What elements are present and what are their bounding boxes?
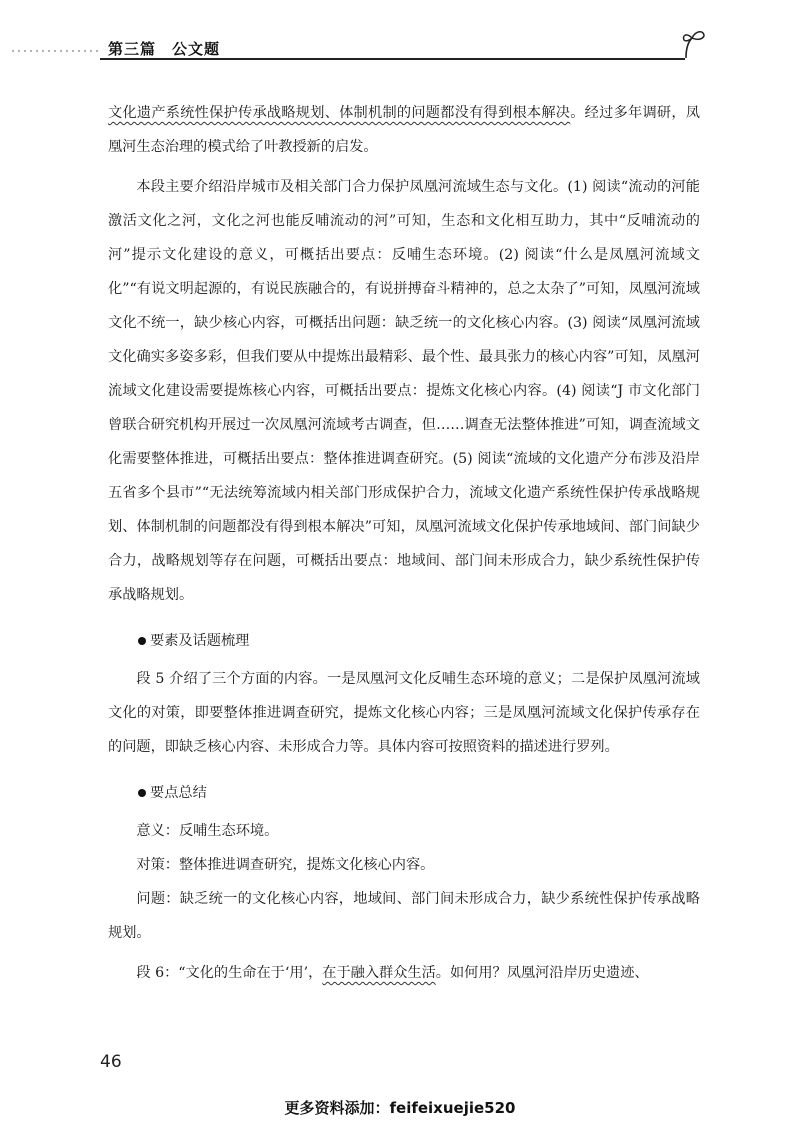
section-heading: [108, 624, 700, 658]
paragraph-continued: [108, 96, 700, 164]
paragraph-text: 。如何用？凤凰河沿岸历史遗迹、: [435, 965, 649, 981]
next-paragraph: [108, 956, 700, 990]
page-number: 46: [100, 1052, 122, 1072]
summary-item-problems: 问题：缺乏统一的文化核心内容，地域间、部门间未形成合力，缺少系统性保护传承战略规划。: [108, 891, 700, 941]
sprout-icon: [680, 28, 710, 62]
summary-item-meaning: 意义：反哺生态环境。: [136, 823, 279, 839]
header-rule: [100, 58, 685, 60]
section-heading: [108, 776, 700, 810]
underlined-phrase: 在于融入群众生活: [322, 965, 436, 981]
bullet-icon: [138, 789, 146, 797]
section-paragraph: 段 5 介绍了三个方面的内容。一是凤凰河文化反哺生态环境的意义；二是保护凤凰河流域文化的对策，即要整体推进调查研究，提炼文化核心内容；三是凤凰河流域文化保护传承存在的问题，即缺乏核心内容、未形成合力等。具体内容可按照资料的描述进行罗列。: [108, 671, 700, 755]
paragraph-text: 。经过多年调研，凤凰河生态治理的模式给了叶教授新的启发。: [108, 105, 700, 155]
main-content: [108, 96, 700, 990]
footer-note: 更多资料添加：feifeixuejie520: [284, 1099, 516, 1117]
summary-item-measures: 对策：整体推进调查研究，提炼文化核心内容。: [136, 857, 435, 873]
header-dotted-leader: [10, 50, 100, 52]
page-header: [0, 0, 800, 70]
section-heading-text: 要素及话题梳理: [150, 633, 250, 649]
section-heading-text: 要点总结: [150, 785, 207, 801]
analysis-paragraph: 本段主要介绍沿岸城市及相关部门合力保护凤凰河流域生态与文化。(1) 阅读“流动的河能激活文化之河，文化之河也能反哺流动的河”可知，生态和文化相互助力，其中“反哺流动的河”提示文化建设的意义，可概括出要点：反哺生态环境。(2) 阅读“什么是凤凰河流域文化”“有说文明起源的，有说民族融合的，有说拼搏奋斗精神的，总之太杂了”可知，凤凰河流域文化不统一，缺少核心内容，可概括出问题：缺乏统一的文化核心内容。(3) 阅读“凤凰河流域文化确实多姿多彩，但我们要从中提炼出最精彩、最个性、最具张力的核心内容”可知，凤凰河流域文化建设需要提炼核心内容，可概括出要点：提炼文化核心内容。(4) 阅读“J 市文化部门曾联合研究机构开展过一次凤凰河流域考古调查，但……调查无法整体推进”可知，调查流域文化需要整体推进，可概括出要点：整体推进调查研究。(5) 阅读“流域的文化遗产分布涉及沿岸五省多个县市”“无法统筹流域内相关部门形成保护合力，流域文化遗产系统性保护传承战略规划、体制机制的问题都没有得到根本解决”可知，凤凰河流域文化保护传承地域间、部门间缺少合力，战略规划等存在问题，可概括出要点：地域间、部门间未形成合力，缺少系统性保护传承战略规划。: [108, 179, 700, 603]
underlined-phrase: 文化遗产系统性保护传承战略规划、体制机制的问题都没有得到根本解决: [108, 105, 571, 121]
paragraph-text: 段 6：“文化的生命在于‘用’，: [136, 965, 323, 981]
bullet-icon: [138, 637, 146, 645]
chapter-title: 第三篇 公文题: [108, 40, 221, 58]
